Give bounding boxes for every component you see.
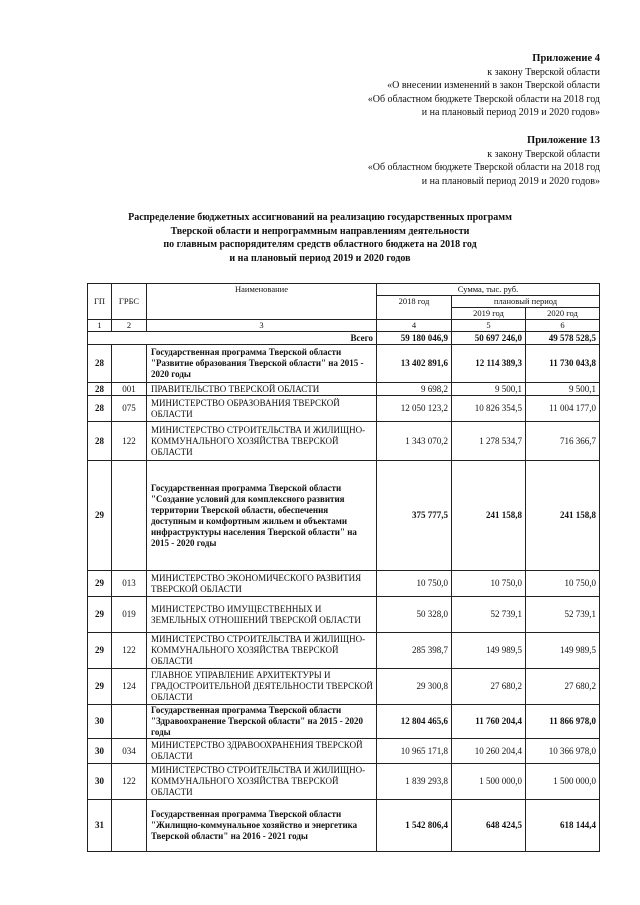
header-year-2019: 2019 год [452,308,526,320]
column-number: 2 [112,320,147,332]
value-2018-cell: 10 965 171,8 [377,739,452,764]
title-line: и на плановый период 2019 и 2020 годов [229,252,411,264]
value-2019-cell: 12 114 389,3 [452,345,526,383]
value-2020-cell: 10 750,0 [526,571,600,597]
value-2018-cell: 12 804 465,6 [377,705,452,739]
table-row [88,383,600,396]
value-2018-cell: 285 398,7 [377,633,452,669]
grbs-cell: 124 [112,669,147,705]
value-2019-cell: 10 826 354,5 [452,396,526,422]
value-2019-cell: 10 750,0 [452,571,526,597]
gp-cell: 28 [88,345,112,383]
annex-4-line: и на плановый период 2019 и 2020 годов» [421,107,600,118]
table-row [88,800,600,852]
value-2020-cell: 9 500,1 [526,383,600,396]
grbs-cell: 122 [112,633,147,669]
document-title [80,211,560,265]
grbs-cell: 001 [112,383,147,396]
value-2019-cell: 1 278 534,7 [452,422,526,461]
grbs-cell: 075 [112,396,147,422]
table-row [88,705,600,739]
total-row [88,332,600,345]
name-cell: ПРАВИТЕЛЬСТВО ТВЕРСКОЙ ОБЛАСТИ [147,383,377,396]
table-row [88,345,600,383]
value-2020-cell: 1 500 000,0 [526,764,600,800]
name-cell: МИНИСТЕРСТВО СТРОИТЕЛЬСТВА И ЖИЛИЩНО-КОММУНАЛЬНОГО ХОЗЯЙСТВА ТВЕРСКОЙ ОБЛАСТИ [147,633,377,669]
value-2019-cell: 27 680,2 [452,669,526,705]
name-cell: Государственная программа Тверской области "Жилищно-коммунальное хозяйство и энергетика Тверской области" на 2016 - 2021 годы [147,800,377,852]
value-2020-cell: 716 366,7 [526,422,600,461]
title-line: Распределение бюджетных ассигнований на реализацию государственных программ [128,212,512,223]
value-2018-cell: 50 328,0 [377,597,452,633]
value-2019-cell: 648 424,5 [452,800,526,852]
grbs-cell: 019 [112,597,147,633]
value-2018-cell: 13 402 891,6 [377,345,452,383]
value-2018-cell: 29 300,8 [377,669,452,705]
value-2020-cell: 11 730 043,8 [526,345,600,383]
total-2019: 50 697 246,0 [452,332,526,345]
header-name: Наименование [147,284,377,320]
name-cell: МИНИСТЕРСТВО СТРОИТЕЛЬСТВА И ЖИЛИЩНО-КОММУНАЛЬНОГО ХОЗЯЙСТВА ТВЕРСКОЙ ОБЛАСТИ [147,422,377,461]
gp-cell: 28 [88,396,112,422]
gp-cell: 29 [88,571,112,597]
grbs-cell [112,800,147,852]
value-2019-cell: 11 760 204,4 [452,705,526,739]
name-cell: МИНИСТЕРСТВО ОБРАЗОВАНИЯ ТВЕРСКОЙ ОБЛАСТИ [147,396,377,422]
value-2018-cell: 375 777,5 [377,461,452,571]
grbs-cell [112,345,147,383]
gp-cell: 28 [88,422,112,461]
header-year-2020: 2020 год [526,308,600,320]
value-2020-cell: 11 866 978,0 [526,705,600,739]
value-2018-cell: 1 343 070,2 [377,422,452,461]
name-cell: МИНИСТЕРСТВО ИМУЩЕСТВЕННЫХ И ЗЕМЕЛЬНЫХ ОТНОШЕНИЙ ТВЕРСКОЙ ОБЛАСТИ [147,597,377,633]
total-2018: 59 180 046,9 [377,332,452,345]
column-number: 4 [377,320,452,332]
column-number: 6 [526,320,600,332]
annex-13-block [368,134,600,188]
table-row [88,396,600,422]
annex-13-line: и на плановый период 2019 и 2020 годов» [421,175,600,187]
grbs-cell: 034 [112,739,147,764]
value-2018-cell: 9 698,2 [377,383,452,396]
header-grbs: ГРБС [112,284,147,320]
value-2019-cell: 9 500,1 [452,383,526,396]
gp-cell: 31 [88,800,112,852]
grbs-cell: 122 [112,422,147,461]
name-cell: Государственная программа Тверской области "Здравоохранение Тверской области" на 2015 - 2020 годы [147,705,377,739]
gp-cell: 29 [88,633,112,669]
table-row [88,571,600,597]
value-2019-cell: 10 260 204,4 [452,739,526,764]
header-sum: Сумма, тыс. руб. [377,284,600,296]
budget-table [87,283,600,852]
value-2020-cell: 241 158,8 [526,461,600,571]
table-row [88,422,600,461]
value-2020-cell: 52 739,1 [526,597,600,633]
title-line: Тверской области и непрограммным направлениям деятельности [170,225,470,237]
annex-4-heading: Приложение 4 [532,53,600,64]
column-number: 5 [452,320,526,332]
annex-13-line: к закону Тверской области [487,148,600,160]
value-2019-cell: 52 739,1 [452,597,526,633]
annex-4-line: «Об областном бюджете Тверской области на 2018 год [367,93,600,105]
header-planned-period: плановый период [452,296,600,308]
gp-cell: 30 [88,739,112,764]
grbs-cell: 013 [112,571,147,597]
annex-13-heading: Приложение 13 [527,135,600,146]
value-2018-cell: 1 839 293,8 [377,764,452,800]
title-line: по главным распорядителям средств областного бюджета на 2018 год [163,239,477,250]
annex-4-block [368,52,600,120]
grbs-cell: 122 [112,764,147,800]
gp-cell: 29 [88,669,112,705]
name-cell: МИНИСТЕРСТВО ЭКОНОМИЧЕСКОГО РАЗВИТИЯ ТВЕРСКОЙ ОБЛАСТИ [147,571,377,597]
grbs-cell [112,705,147,739]
value-2020-cell: 11 004 177,0 [526,396,600,422]
value-2020-cell: 27 680,2 [526,669,600,705]
value-2020-cell: 618 144,4 [526,800,600,852]
total-label: Всего [88,332,377,345]
table-row [88,597,600,633]
table-row [88,739,600,764]
name-cell: ГЛАВНОЕ УПРАВЛЕНИЕ АРХИТЕКТУРЫ И ГРАДОСТРОИТЕЛЬНОЙ ДЕЯТЕЛЬНОСТИ ТВЕРСКОЙ ОБЛАСТИ [147,669,377,705]
value-2019-cell: 1 500 000,0 [452,764,526,800]
annex-13-line: «Об областном бюджете Тверской области на 2018 год [367,162,600,173]
table-row [88,764,600,800]
name-cell: Государственная программа Тверской области "Развитие образования Тверской области" на 2015 - 2020 годы [147,345,377,383]
total-2020: 49 578 528,5 [526,332,600,345]
column-number: 3 [147,320,377,332]
name-cell: МИНИСТЕРСТВО ЗДРАВООХРАНЕНИЯ ТВЕРСКОЙ ОБЛАСТИ [147,739,377,764]
table-row [88,669,600,705]
header-year-2018: 2018 год [377,296,452,320]
table-row [88,461,600,571]
value-2020-cell: 149 989,5 [526,633,600,669]
name-cell: Государственная программа Тверской области "Создание условий для комплексного развития территории Тверской области, обеспечения доступным и комфортным жильем и объектами инфраструктуры населения Тверской области" на 2015 - 2020 годы [147,461,377,571]
gp-cell: 29 [88,597,112,633]
column-number: 1 [88,320,112,332]
value-2019-cell: 149 989,5 [452,633,526,669]
grbs-cell [112,461,147,571]
table-row [88,633,600,669]
gp-cell: 30 [88,705,112,739]
name-cell: МИНИСТЕРСТВО СТРОИТЕЛЬСТВА И ЖИЛИЩНО-КОММУНАЛЬНОГО ХОЗЯЙСТВА ТВЕРСКОЙ ОБЛАСТИ [147,764,377,800]
header-gp: ГП [88,284,112,320]
gp-cell: 30 [88,764,112,800]
gp-cell: 28 [88,383,112,396]
value-2019-cell: 241 158,8 [452,461,526,571]
value-2018-cell: 10 750,0 [377,571,452,597]
annex-4-line: к закону Тверской области [487,66,600,78]
value-2018-cell: 1 542 806,4 [377,800,452,852]
value-2020-cell: 10 366 978,0 [526,739,600,764]
value-2018-cell: 12 050 123,2 [377,396,452,422]
annex-4-line: «О внесении изменений в закон Тверской области [387,80,600,91]
gp-cell: 29 [88,461,112,571]
